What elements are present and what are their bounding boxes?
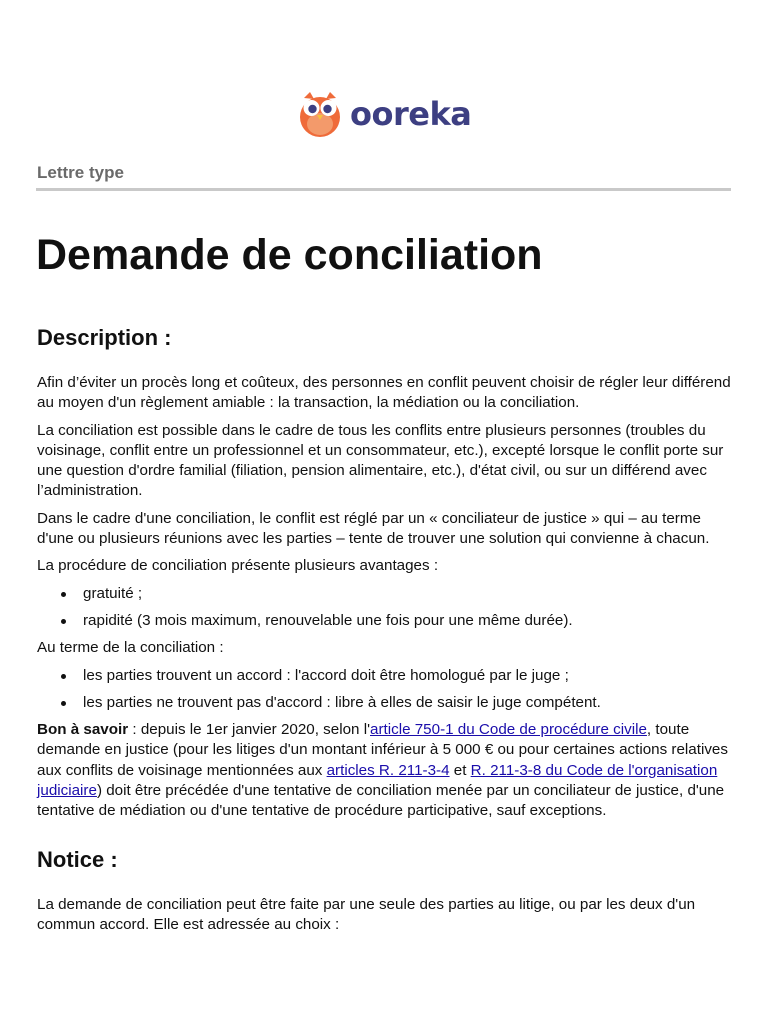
header-divider (36, 188, 731, 191)
brand-logo[interactable] (298, 90, 471, 138)
list-item: les parties ne trouvent pas d'accord : libre à elles de saisir le juge compétent. (37, 693, 732, 713)
description-paragraph-2: La conciliation est possible dans le cadre de tous les conflits entre plusieurs personnes (troubles du voisinage, conflit entre un professionnel et un consommateur, etc.), excepté lorsque le conflit porte sur une question d'ordre familial (filiation, pension alimentaire, etc.), d'état civil, ou sur un différend avec l’administration. (37, 421, 724, 500)
document-type-label: Lettre type (37, 163, 124, 182)
bon-a-savoir-text: ) doit être précédée d'une tentative de conciliation menée par un conciliateur de justice, d'une tentative de médiation ou d'une tentative de procédure participative, sauf exceptions. (37, 782, 725, 820)
document-body (37, 324, 732, 935)
r-211-3-8-link[interactable]: R. 211-3-8 du Code de l'organisation judiciaire (37, 761, 718, 800)
description-paragraph-4: La procédure de conciliation présente plusieurs avantages : (37, 557, 439, 575)
notice-paragraph-1: La demande de conciliation peut être faite par une seule des parties au litige, ou par les deux d'un commun accord. Elle est adressée au choix : (37, 895, 696, 933)
bon-a-savoir-text: : depuis le 1er janvier 2020, selon l' (128, 721, 370, 739)
article-750-1-link[interactable]: article 750-1 du Code de procédure civile (370, 721, 647, 739)
page-title: Demande de conciliation (36, 231, 543, 279)
advantages-list (37, 584, 732, 632)
list-item: les parties trouvent un accord : l'accord doit être homologué par le juge ; (37, 666, 732, 686)
bon-a-savoir-label: Bon à savoir (37, 721, 129, 739)
description-heading: Description : (37, 325, 172, 350)
description-paragraph-5: Au terme de la conciliation : (37, 639, 224, 657)
bon-a-savoir-text: et (449, 761, 471, 779)
articles-r-211-3-4-link[interactable]: articles R. 211-3-4 (326, 761, 450, 779)
bon-a-savoir-paragraph (37, 720, 732, 821)
list-item: rapidité (3 mois maximum, renouvelable une fois pour une même durée). (37, 611, 732, 631)
brand-name: ooreka (350, 95, 472, 133)
bon-a-savoir-text: , toute demande en justice (pour les litiges d'un montant inférieur à 5 000 € ou pour certaines actions relatives aux conflits de voisinage mentionnées aux (37, 721, 728, 779)
notice-heading: Notice : (37, 846, 118, 872)
description-paragraph-3: Dans le cadre d'une conciliation, le conflit est réglé par un « conciliateur de justice » qui – au terme d'une ou plusieurs réunions avec les parties – tente de trouver une solution qui convienne à chacun. (37, 509, 710, 548)
list-item: gratuité ; (37, 584, 732, 604)
outcomes-list (37, 666, 732, 714)
description-paragraph-1: Afin d’éviter un procès long et coûteux, des personnes en conflit peuvent choisir de régler leur différend au moyen d'un règlement amiable : la transaction, la médiation ou la conciliation. (37, 374, 731, 412)
owl-icon (298, 90, 342, 138)
